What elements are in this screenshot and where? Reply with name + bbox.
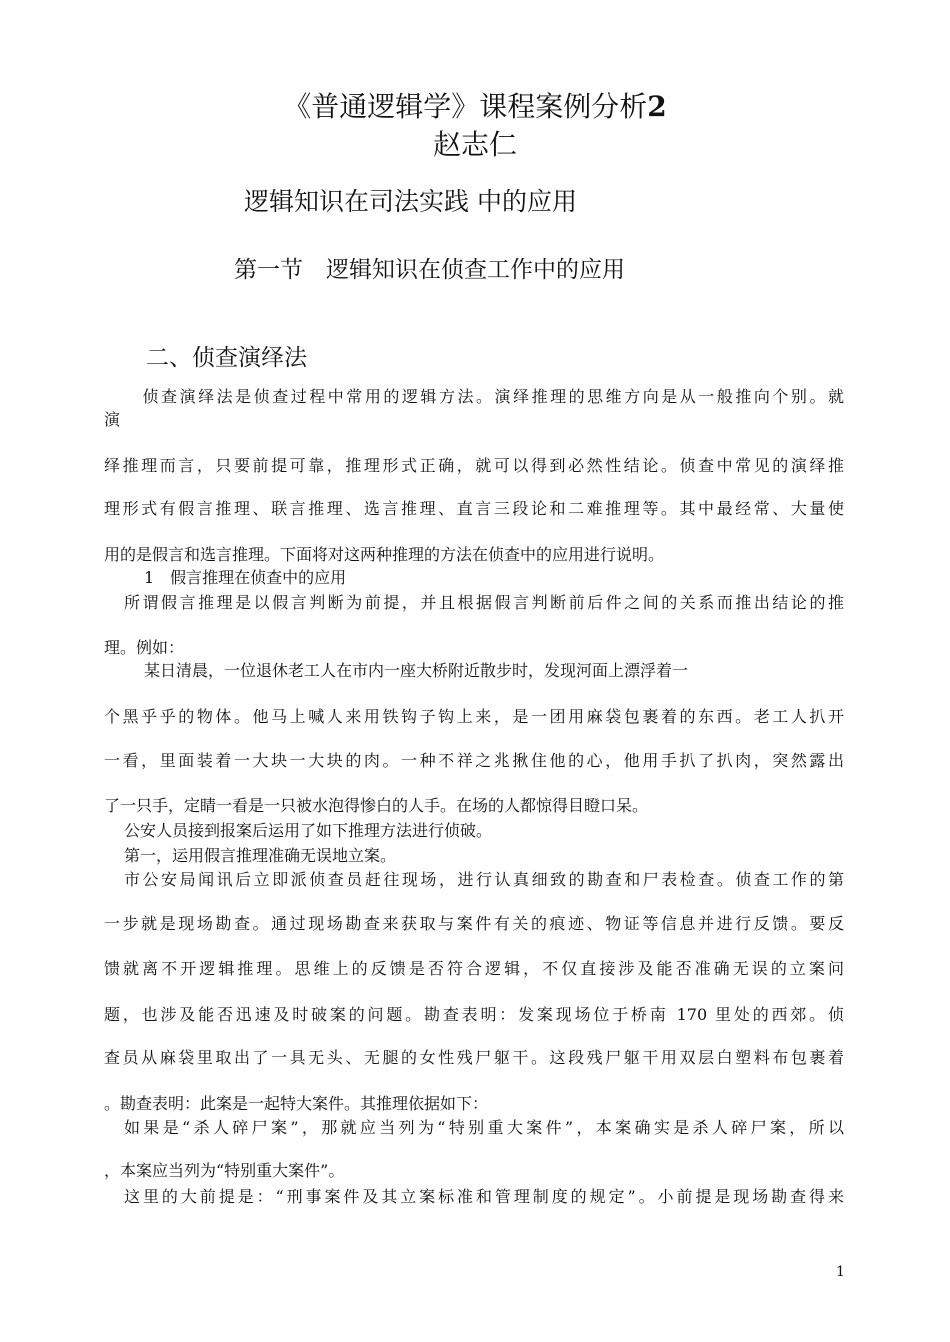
document-title-number: 2 <box>647 90 667 123</box>
body-line: 某日清晨，一位退休老工人在市内一座大桥附近散步时，发现河面上漂浮着一 <box>144 661 689 680</box>
document-title-text: 《普通逻辑学》课程案例分析 <box>283 90 648 123</box>
body-line: 个黑乎乎的物体。他马上喊人来用铁钩子钩上来，是一团用麻袋包裹着的东西。老工人扒开 <box>104 707 844 726</box>
body-line: 一步就是现场勘查。通过现场勘查来获取与案件有关的痕迹、物证等信息并进行反馈。要反 <box>104 914 844 933</box>
body-line: 一看，里面装着一大块一大块的肉。一种不祥之兆揪住他的心，他用手扒了扒肉，突然露出 <box>104 751 844 770</box>
body-line: 这里的大前提是：“刑事案件及其立案标准和管理制度的规定”。小前提是现场勘查得来 <box>124 1187 844 1206</box>
body-line: 演 <box>104 410 121 429</box>
body-line: 理。例如： <box>104 638 185 657</box>
body-line: ，本案应当列为“特别重大案件”。 <box>104 1161 345 1180</box>
chapter-heading: 逻辑知识在司法实践 中的应用 <box>244 187 577 216</box>
body-line: 公安人员接到报案后运用了如下推理方法进行侦破。 <box>124 821 493 840</box>
body-line: 如果是“杀人碎尸案”，那就应当列为“特别重大案件”，本案确实是杀人碎尸案，所以 <box>124 1118 844 1137</box>
body-line: 馈就离不开逻辑推理。思维上的反馈是否符合逻辑，不仅直接涉及能否准确无误的立案问 <box>104 959 844 978</box>
document-title <box>0 90 950 124</box>
body-line: 1 假言推理在侦查中的应用 <box>144 568 347 587</box>
body-line: 第一，运用假言推理准确无误地立案。 <box>124 846 397 865</box>
body-line: 侦查演绎法是侦查过程中常用的逻辑方法。演绎推理的思维方向是从一般推向个别。就 <box>124 387 844 406</box>
body-line: 题，也涉及能否迅速及时破案的问题。勘查表明：发案现场位于桥南 170 里处的西郊。侦 <box>104 1005 844 1024</box>
author-name: 赵志仁 <box>432 128 517 161</box>
subsection-heading: 二、侦查演绎法 <box>146 345 307 371</box>
body-line: 用的是假言和选言推理。下面将对这两种推理的方法在侦查中的应用进行说明。 <box>104 545 665 564</box>
body-line: 了一只手，定睛一看是一只被水泡得惨白的人手。在场的人都惊得目瞪口呆。 <box>104 796 649 815</box>
body-line: 绎推理而言，只要前提可靠，推理形式正确，就可以得到必然性结论。侦查中常见的演绎推 <box>104 456 844 475</box>
body-line: 查员从麻袋里取出了一具无头、无腿的女性残尸躯干。这段残尸躯干用双层白塑料布包裹着 <box>104 1048 844 1067</box>
page-number: 1 <box>836 1264 845 1280</box>
body-line: 市公安局闻讯后立即派侦查员赶往现场，进行认真细致的勘查和尸表检查。侦查工作的第 <box>124 870 844 889</box>
section-heading: 第一节 逻辑知识在侦查工作中的应用 <box>234 257 625 283</box>
body-line: 。勘查表明：此案是一起特大案件。其推理依据如下： <box>104 1094 489 1113</box>
body-line: 理形式有假言推理、联言推理、选言推理、直言三段论和二难推理等。其中最经常、大量使 <box>104 499 844 518</box>
body-line: 所谓假言推理是以假言判断为前提，并且根据假言判断前后件之间的关系而推出结论的推 <box>124 593 844 612</box>
